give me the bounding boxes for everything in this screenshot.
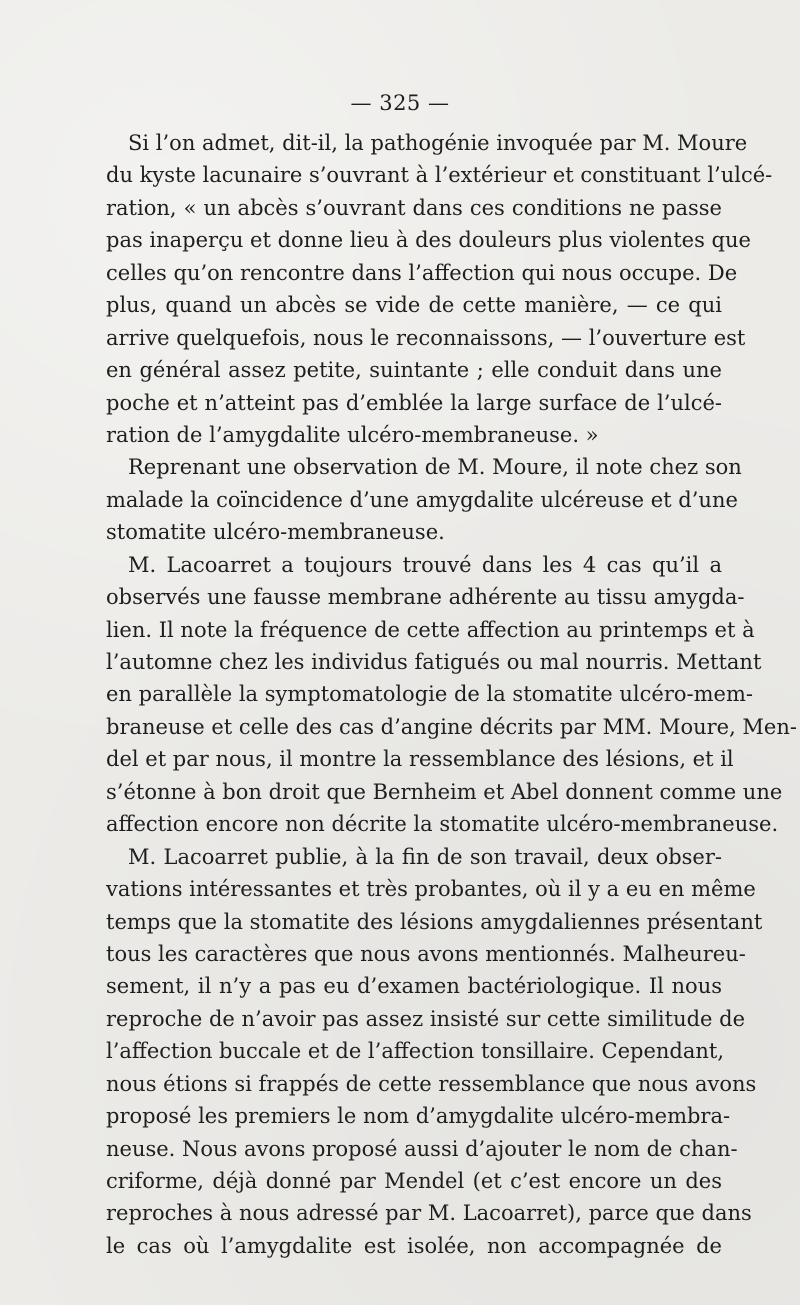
- text-line: l’automne chez les individus fatigués ou mal nourris. Mettant: [106, 650, 762, 674]
- text-line: braneuse et celle des cas d’angine décrits par MM. Moure, Men-: [106, 714, 797, 739]
- text-line: reproches à nous adressé par M. Lacoarret), parce que dans: [106, 1201, 752, 1226]
- body-text: [106, 127, 797, 1262]
- text-line: nous étions si frappés de cette ressemblance que nous avons: [106, 1071, 757, 1096]
- text-line: en parallèle la symptomatologie de la stomatite ulcéro-mem-: [106, 682, 753, 707]
- text-line: pas inaperçu et donne lieu à des douleurs plus violentes que: [106, 228, 751, 253]
- text-line: Si l’on admet, dit-il, la pathogénie invoquée par M. Moure: [128, 131, 748, 155]
- text-line: poche et n’atteint pas d’emblée la large surface de l’ulcé-: [106, 390, 722, 415]
- text-line: observés une fausse membrane adhérente au tissu amygda-: [106, 585, 745, 610]
- text-line: celles qu’on rencontre dans l’affection qui nous occupe. De: [106, 260, 738, 285]
- text-line: tous les caractères que nous avons mentionnés. Malheureu-: [106, 941, 746, 966]
- text-line: proposé les premiers le nom d’amygdalite ulcéro-membra-: [106, 1104, 731, 1129]
- text-line: en général assez petite, suintante ; elle conduit dans une: [106, 358, 722, 383]
- text-line: del et par nous, il montre la ressemblance des lésions, et il: [106, 747, 734, 772]
- text-line: ration, « un abcès s’ouvrant dans ces conditions ne passe: [106, 195, 722, 220]
- text-line: stomatite ulcéro-membraneuse.: [106, 520, 445, 545]
- text-line: arrive quelquefois, nous le reconnaissons, — l’ouverture est: [106, 325, 746, 350]
- text-line: ration de l’amygdalite ulcéro-membraneuse. »: [106, 422, 599, 447]
- text-line: malade la coïncidence d’une amygdalite ulcéreuse et d’une: [106, 487, 738, 512]
- page-number: — 325 —: [350, 91, 450, 115]
- text-line: affection encore non décrite la stomatite ulcéro-membraneuse.: [106, 812, 779, 837]
- text-line: le cas où l’amygdalite est isolée, non accompagnée de: [106, 1233, 722, 1258]
- text-line: lien. Il note la fréquence de cette affection au printemps et à: [106, 617, 755, 642]
- text-line: neuse. Nous avons proposé aussi d’ajouter le nom de chan-: [106, 1136, 738, 1161]
- text-line: s’étonne à bon droit que Bernheim et Abel donnent comme une: [106, 779, 783, 804]
- text-line: plus, quand un abcès se vide de cette manière, — ce qui: [106, 293, 722, 318]
- text-line: sement, il n’y a pas eu d’examen bactériologique. Il nous: [106, 974, 722, 999]
- text-line: vations intéressantes et très probantes, où il y a eu en même: [106, 877, 756, 902]
- text-line: l’affection buccale et de l’affection tonsillaire. Cependant,: [106, 1039, 725, 1064]
- text-line: M. Lacoarret publie, à la fin de son travail, deux obser-: [128, 844, 722, 869]
- text-line: Reprenant une observation de M. Moure, il note chez son: [128, 455, 742, 480]
- text-line: reproche de n’avoir pas assez insisté sur cette similitude de: [106, 1006, 746, 1031]
- text-line: M. Lacoarret a toujours trouvé dans les 4 cas qu’il a: [128, 552, 722, 577]
- text-line: temps que la stomatite des lésions amygdaliennes présentant: [106, 909, 763, 934]
- text-line: du kyste lacunaire s’ouvrant à l’extérieur et constituant l’ulcé-: [106, 163, 773, 188]
- text-line: criforme, déjà donné par Mendel (et c’est encore un des: [106, 1169, 722, 1193]
